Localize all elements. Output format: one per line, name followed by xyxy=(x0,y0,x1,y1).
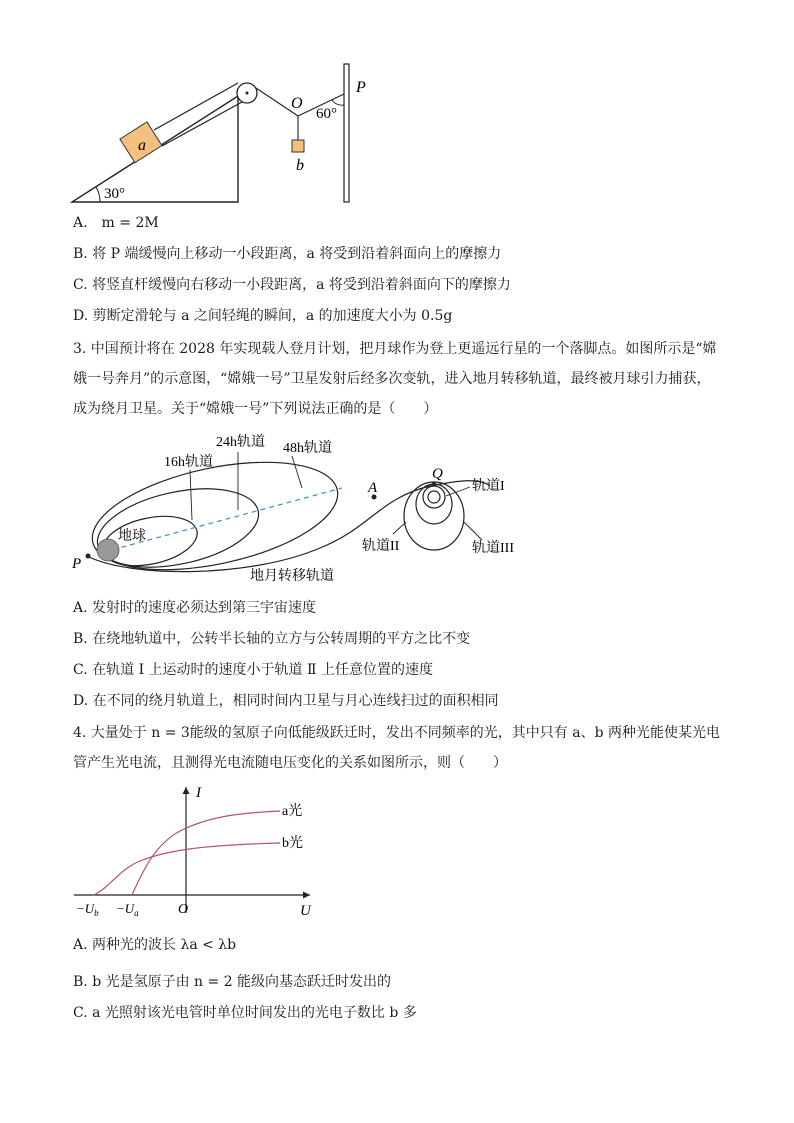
block-a-label: a xyxy=(138,137,146,154)
q2-option-c: C. 将竖直杆缓慢向右移动一小段距离，a 将受到沿着斜面向下的摩擦力 xyxy=(73,277,511,293)
incline-pulley-figure xyxy=(70,58,370,206)
vertical-rod xyxy=(344,64,349,202)
leader-16h xyxy=(190,470,192,520)
point-q-label: Q xyxy=(432,466,443,482)
angle-60-label: 60° xyxy=(316,106,337,122)
earth xyxy=(97,539,119,561)
curve-a-label: a光 xyxy=(282,804,303,819)
point-p-label: P xyxy=(356,79,366,96)
angle-arc-30 xyxy=(96,187,100,202)
q4-option-b: B. b 光是氢原子由 n = 2 能级向基态跃迁时发出的 xyxy=(73,974,392,990)
q3-option-b: B. 在绕地轨道中，公转半长轴的立方与公转周期的平方之比不变 xyxy=(73,631,471,647)
orbit-3-label: 轨道III xyxy=(472,541,514,556)
y-axis-label: I xyxy=(196,785,201,801)
orbit-2 xyxy=(416,484,452,524)
moon xyxy=(428,491,440,503)
origin-label: O xyxy=(178,902,189,917)
orbit-24h xyxy=(90,476,265,581)
curve-a xyxy=(132,811,280,895)
q3-option-a: A. 发射时的速度必须达到第三宇宙速度 xyxy=(73,600,317,616)
q2-option-d: D. 剪断定滑轮与 a 之间轻绳的瞬间，a 的加速度大小为 0.5g xyxy=(73,308,453,324)
pulley-axle xyxy=(246,92,249,95)
neg-ub-subscript: b xyxy=(94,908,99,918)
neg-ub-label: $-U_b$ xyxy=(76,901,99,918)
photocurrent-graph xyxy=(70,783,330,923)
q2-option-a: A. m = 2M xyxy=(73,215,159,231)
q3-option-d: D. 在不同的绕月轨道上，相同时间内卫星与月心连线扫过的面积相同 xyxy=(73,693,499,709)
angle-30-label: 30° xyxy=(104,186,125,202)
point-a-label: A xyxy=(368,480,378,496)
leader-orbit-3 xyxy=(464,522,482,540)
orbit-48h-label: 48h轨道 xyxy=(283,441,332,456)
leader-48h xyxy=(292,456,302,488)
q2-option-b: B. 将 P 端缓慢向上移动一小段距离，a 将受到沿着斜面向上的摩擦力 xyxy=(73,246,502,262)
angle-arc-60 xyxy=(332,100,344,105)
x-axis-label: U xyxy=(300,903,311,919)
rope-incline-upper xyxy=(162,102,242,146)
curve-b xyxy=(94,843,280,895)
leader-orbit-2 xyxy=(393,522,406,534)
point-p-label: P xyxy=(72,556,82,572)
orbit-figure xyxy=(70,428,540,588)
point-o-label: O xyxy=(291,95,303,112)
q3-stem: 3. 中国预计将在 2028 年实现载人登月计划，把月球作为登上更遥远行星的一个落脚点。如图所示是“嫦娥一号奔月”的示意图，“嫦娥一号”卫星发射后经多次变轨，进入地月转移轨道，最终被月球引力捕获，成为绕月卫星。关于“嫦娥一号”下列说法正确的是（ ） xyxy=(73,341,717,417)
q4-option-a: A. 两种光的波长 λa < λb xyxy=(73,937,237,953)
curve-b-label: b光 xyxy=(282,836,303,851)
neg-ua-label: $-U_a$ xyxy=(116,901,139,918)
orbit-1-label: 轨道I xyxy=(472,479,505,494)
transfer-orbit-label: 地月转移轨道 xyxy=(250,569,334,584)
earth-label: 地球 xyxy=(118,529,146,544)
weight-b-label: b xyxy=(296,157,304,174)
weight-b xyxy=(292,140,304,152)
neg-ua-subscript: a xyxy=(134,908,139,918)
orbit-24h-label: 24h轨道 xyxy=(216,435,265,450)
q4-stem: 4. 大量处于 n = 3能级的氢原子向低能级跃迁时，发出不同频率的光，其中只有 a、b 两种光能使某光电管产生光电流，且测得光电流随电压变化的关系如图所示，则（ ） xyxy=(73,725,721,771)
orbit-2-label: 轨道II xyxy=(362,539,400,554)
q3-option-c: C. 在轨道 Ⅰ 上运动时的速度小于轨道 Ⅱ 上任意位置的速度 xyxy=(73,662,433,678)
point-p-dot xyxy=(86,554,91,559)
point-q-dot xyxy=(432,482,436,486)
q4-option-c: C. a 光照射该光电管时单位时间发出的光电子数比 b 多 xyxy=(73,1005,417,1021)
orbit-16h-label: 16h轨道 xyxy=(164,455,213,470)
